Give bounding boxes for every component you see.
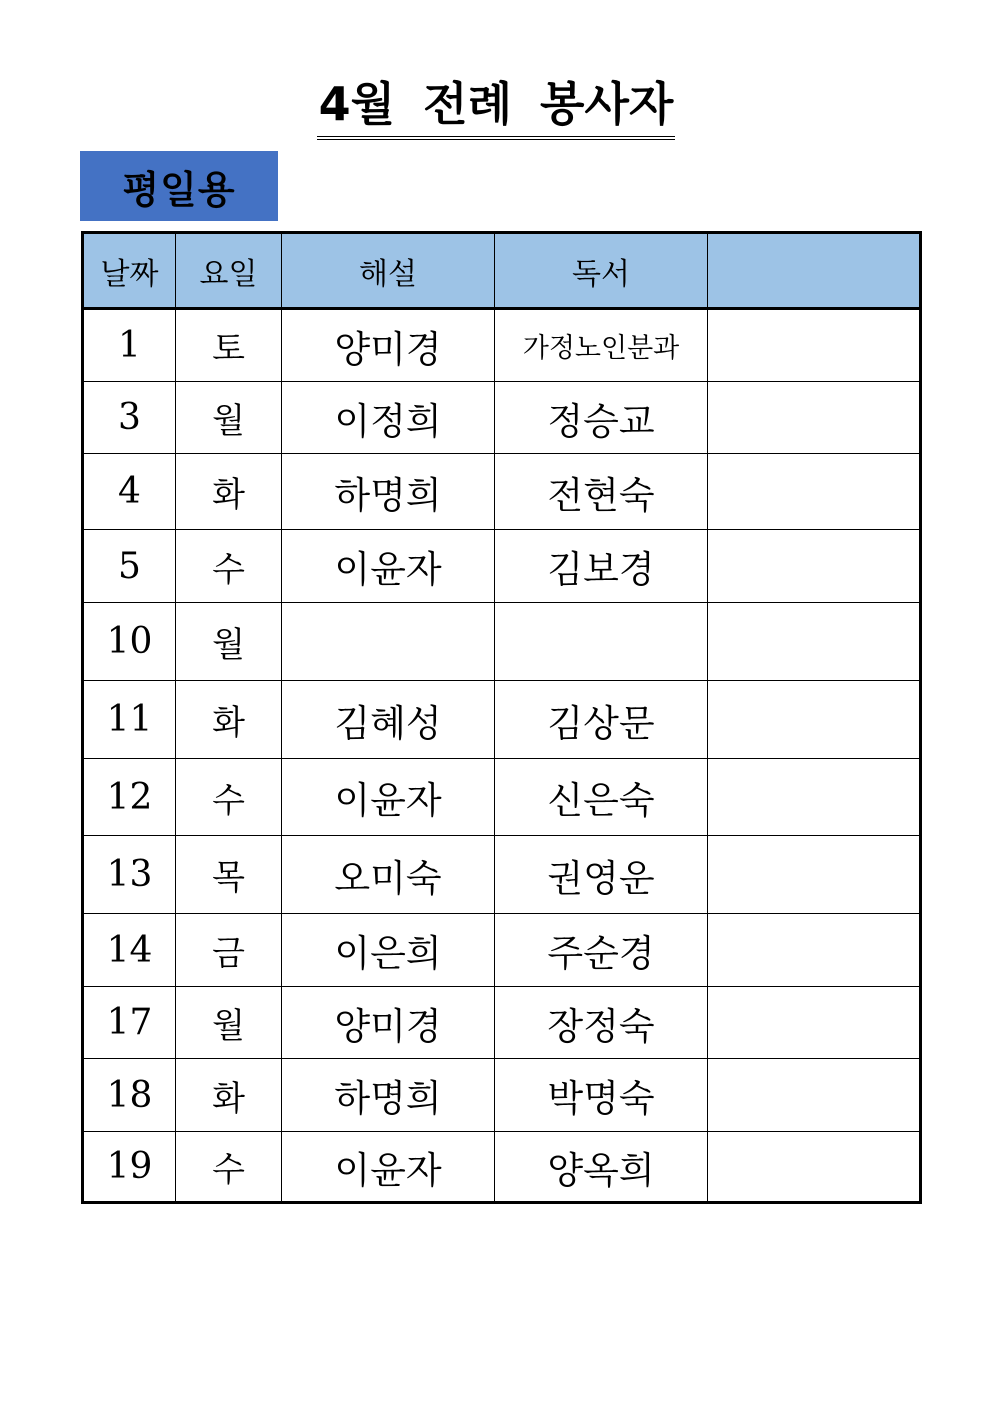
cell-commentary: 이윤자 bbox=[282, 1132, 495, 1203]
cell-date: 12 bbox=[83, 759, 176, 836]
cell-reading: 전현숙 bbox=[495, 454, 708, 530]
cell-commentary: 이윤자 bbox=[282, 759, 495, 836]
cell-date: 14 bbox=[83, 914, 176, 987]
section-label: 평일용 bbox=[80, 151, 278, 221]
cell-day: 금 bbox=[176, 914, 282, 987]
table-row bbox=[83, 382, 921, 454]
cell-date: 5 bbox=[83, 530, 176, 603]
cell-reading: 권영운 bbox=[495, 836, 708, 914]
cell-reading: 양옥희 bbox=[495, 1132, 708, 1203]
cell-extra bbox=[708, 454, 921, 530]
cell-day: 수 bbox=[176, 759, 282, 836]
table-row bbox=[83, 530, 921, 603]
page-title bbox=[0, 74, 992, 140]
cell-day: 월 bbox=[176, 382, 282, 454]
cell-date: 13 bbox=[83, 836, 176, 914]
cell-commentary: 이은희 bbox=[282, 914, 495, 987]
header-date: 날짜 bbox=[83, 233, 176, 309]
cell-commentary: 하명희 bbox=[282, 1059, 495, 1132]
header-commentary: 해설 bbox=[282, 233, 495, 309]
cell-extra bbox=[708, 1059, 921, 1132]
cell-commentary: 이윤자 bbox=[282, 530, 495, 603]
cell-day: 화 bbox=[176, 454, 282, 530]
cell-date: 10 bbox=[83, 603, 176, 681]
cell-extra bbox=[708, 309, 921, 382]
cell-reading: 주순경 bbox=[495, 914, 708, 987]
cell-day: 월 bbox=[176, 603, 282, 681]
cell-day: 화 bbox=[176, 681, 282, 759]
cell-extra bbox=[708, 1132, 921, 1203]
header-reading: 독서 bbox=[495, 233, 708, 309]
table-row bbox=[83, 454, 921, 530]
cell-reading: 신은숙 bbox=[495, 759, 708, 836]
cell-reading: 김보경 bbox=[495, 530, 708, 603]
cell-day: 토 bbox=[176, 309, 282, 382]
cell-commentary: 이정희 bbox=[282, 382, 495, 454]
header-row bbox=[83, 233, 921, 309]
cell-day: 월 bbox=[176, 987, 282, 1059]
cell-day: 수 bbox=[176, 530, 282, 603]
cell-commentary: 양미경 bbox=[282, 987, 495, 1059]
table-row bbox=[83, 987, 921, 1059]
cell-day: 목 bbox=[176, 836, 282, 914]
cell-commentary: 하명희 bbox=[282, 454, 495, 530]
schedule-table bbox=[81, 231, 922, 1204]
cell-date: 17 bbox=[83, 987, 176, 1059]
table-row bbox=[83, 759, 921, 836]
cell-reading: 정승교 bbox=[495, 382, 708, 454]
table-row bbox=[83, 603, 921, 681]
cell-extra bbox=[708, 836, 921, 914]
cell-extra bbox=[708, 987, 921, 1059]
table-row bbox=[83, 914, 921, 987]
cell-date: 1 bbox=[83, 309, 176, 382]
table-row bbox=[83, 1132, 921, 1203]
table-row bbox=[83, 681, 921, 759]
cell-reading: 김상문 bbox=[495, 681, 708, 759]
cell-extra bbox=[708, 603, 921, 681]
cell-reading: 박명숙 bbox=[495, 1059, 708, 1132]
page-title-text: 4월 전례 봉사자 bbox=[317, 74, 676, 140]
cell-commentary: 김혜성 bbox=[282, 681, 495, 759]
cell-extra bbox=[708, 681, 921, 759]
cell-date: 11 bbox=[83, 681, 176, 759]
cell-date: 4 bbox=[83, 454, 176, 530]
header-extra bbox=[708, 233, 921, 309]
cell-extra bbox=[708, 530, 921, 603]
cell-date: 3 bbox=[83, 382, 176, 454]
cell-commentary bbox=[282, 603, 495, 681]
cell-day: 화 bbox=[176, 1059, 282, 1132]
cell-reading: 가정노인분과 bbox=[495, 309, 708, 382]
table-row bbox=[83, 836, 921, 914]
header-day: 요일 bbox=[176, 233, 282, 309]
cell-day: 수 bbox=[176, 1132, 282, 1203]
table-row bbox=[83, 1059, 921, 1132]
cell-reading bbox=[495, 603, 708, 681]
cell-date: 19 bbox=[83, 1132, 176, 1203]
cell-date: 18 bbox=[83, 1059, 176, 1132]
cell-extra bbox=[708, 759, 921, 836]
cell-extra bbox=[708, 382, 921, 454]
table-row bbox=[83, 309, 921, 382]
cell-commentary: 오미숙 bbox=[282, 836, 495, 914]
cell-extra bbox=[708, 914, 921, 987]
cell-reading: 장정숙 bbox=[495, 987, 708, 1059]
cell-commentary: 양미경 bbox=[282, 309, 495, 382]
